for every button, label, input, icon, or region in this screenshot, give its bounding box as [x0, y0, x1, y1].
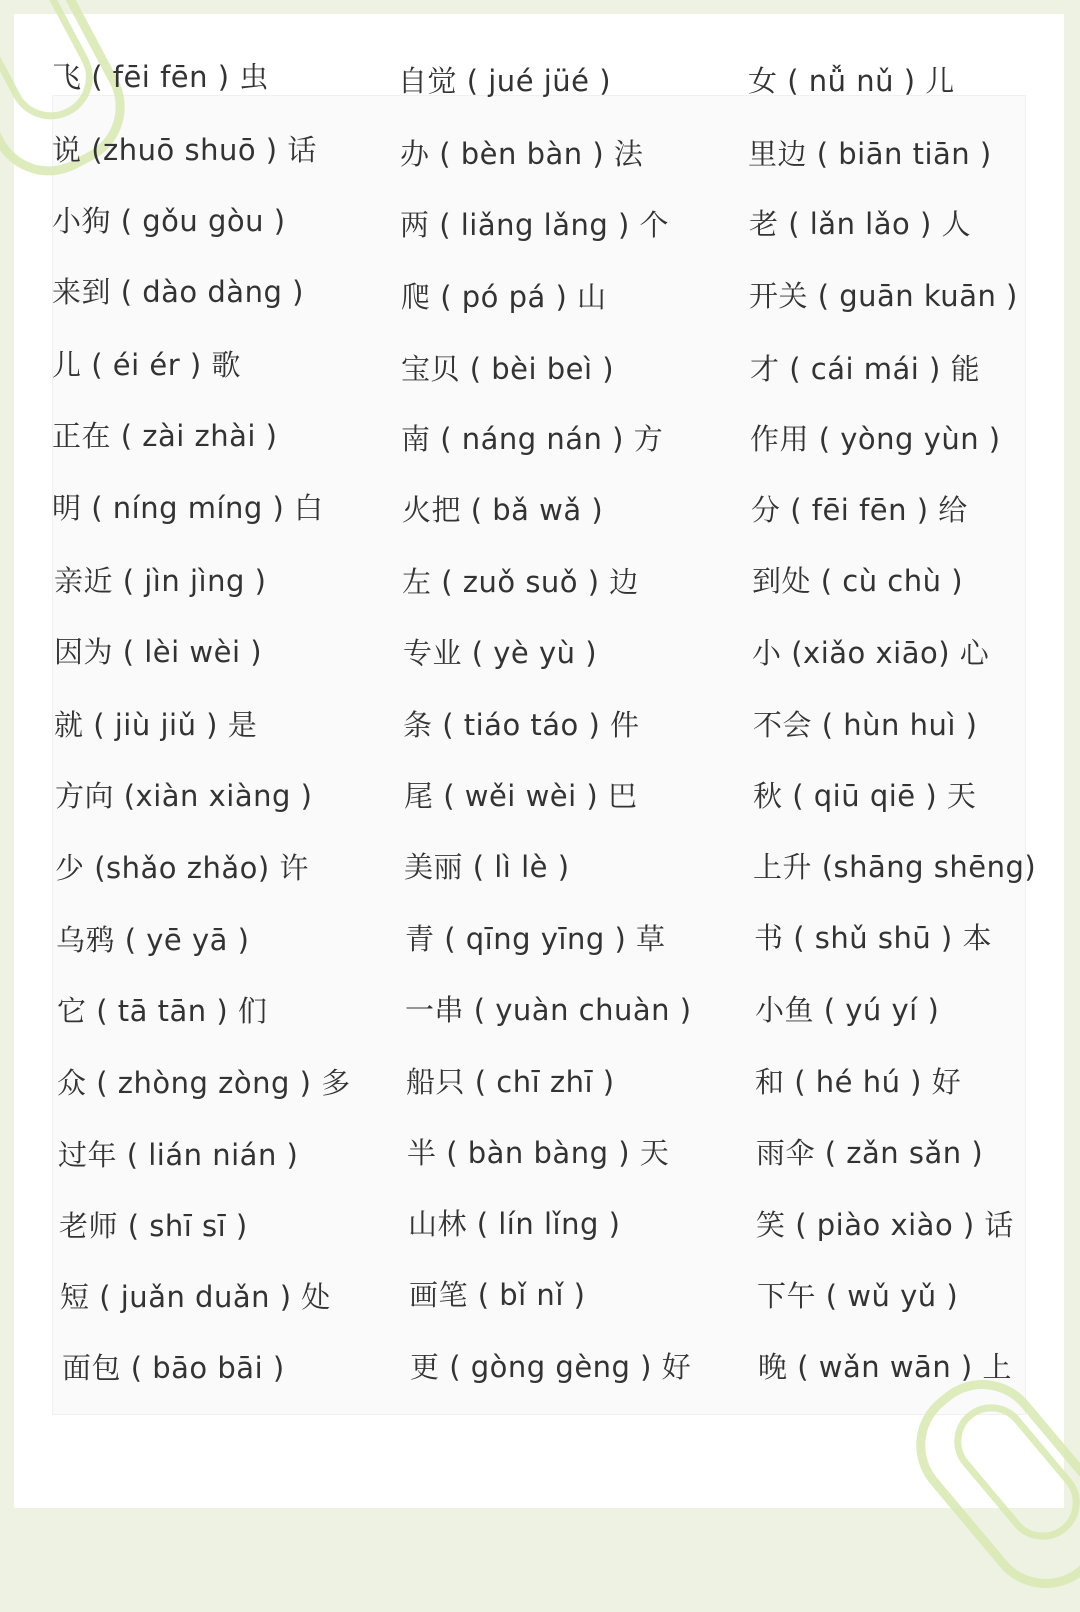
- exercise-item: 书 ( shǔ shū ) 本: [754, 921, 992, 955]
- exercise-item: 飞 ( fēi fēn ) 虫: [52, 60, 269, 94]
- exercise-item: 小鱼 ( yú yí ): [755, 993, 940, 1027]
- exercise-item: 笑 ( piào xiào ) 话: [756, 1208, 1014, 1242]
- exercise-item: 老 ( lǎn lǎo ) 人: [749, 207, 971, 241]
- exercise-item: 美丽 ( lì lè ): [404, 850, 570, 884]
- exercise-item: 宝贝 ( bèi beì ): [401, 352, 615, 386]
- exercise-item: 和 ( hé hú ) 好: [755, 1065, 962, 1099]
- exercise-item: 专业 ( yè yù ): [403, 636, 598, 670]
- exercise-item: 画笔 ( bǐ nǐ ): [409, 1278, 586, 1312]
- exercise-item: 里边 ( biān tiān ): [748, 137, 992, 171]
- exercise-item: 小 (xiǎo xiāo) 心: [752, 636, 990, 670]
- exercise-item: 短 ( juǎn duǎn ) 处: [60, 1280, 331, 1314]
- exercise-item: 亲近 ( jìn jìng ): [54, 564, 267, 598]
- exercise-item: 半 ( bàn bàng ) 天: [407, 1136, 670, 1170]
- exercise-item: 雨伞 ( zǎn sǎn ): [756, 1136, 984, 1170]
- exercise-item: 爬 ( pó pá ) 山: [401, 280, 607, 314]
- exercise-item: 少 (shǎo zhǎo) 许: [55, 851, 309, 885]
- exercise-item: 船只 ( chī zhī ): [406, 1065, 615, 1099]
- exercise-item: 女 ( nǚ nǔ ) 儿: [748, 64, 955, 98]
- exercise-item: 两 ( liǎng lǎng ) 个: [400, 208, 670, 242]
- exercise-item: 分 ( fēi fēn ) 给: [751, 493, 968, 527]
- exercise-item: 因为 ( lèi wèi ): [54, 635, 263, 669]
- exercise-item: 乌鸦 ( yē yā ): [56, 923, 250, 957]
- exercise-item: 自觉 ( jué jüé ): [398, 64, 612, 98]
- exercise-item: 就 ( jiù jiǔ ) 是: [54, 708, 258, 742]
- exercise-item: 更 ( gòng gèng ) 好: [410, 1350, 692, 1384]
- exercise-item: 上升 (shāng shēng): [753, 850, 1037, 884]
- exercise-item: 秋 ( qiū qiē ) 天: [753, 779, 977, 813]
- exercise-item: 众 ( zhòng zòng ) 多: [57, 1066, 351, 1100]
- exercise-item: 左 ( zuǒ suǒ ) 边: [402, 565, 639, 599]
- exercise-item: 儿 ( éi ér ) 歌: [52, 348, 241, 382]
- exercise-item: 办 ( bèn bàn ) 法: [400, 137, 644, 171]
- exercise-item: 方向 (xiàn xiàng ): [55, 779, 313, 813]
- exercise-item: 条 ( tiáo táo ) 件: [403, 708, 640, 742]
- exercise-item: 火把 ( bǎ wǎ ): [402, 493, 604, 527]
- exercise-item: 下午 ( wǔ yǔ ): [757, 1279, 959, 1313]
- exercise-item: 它 ( tā tān ) 们: [57, 994, 268, 1028]
- exercise-item: 小狗 ( gǒu gòu ): [52, 204, 286, 238]
- exercise-item: 开关 ( guān kuān ): [749, 279, 1018, 313]
- exercise-item: 山林 ( lín lǐng ): [408, 1207, 621, 1241]
- exercise-item: 正在 ( zài zhài ): [52, 419, 278, 453]
- exercise-item: 南 ( náng nán ) 方: [401, 422, 664, 456]
- exercise-item: 到处 ( cù chù ): [752, 564, 964, 598]
- exercise-item: 晚 ( wǎn wān ) 上: [758, 1350, 1012, 1384]
- exercise-item: 过年 ( lián nián ): [58, 1138, 299, 1172]
- exercise-item: 面包 ( bāo bāi ): [62, 1351, 285, 1385]
- exercise-item: 来到 ( dào dàng ): [52, 275, 304, 309]
- exercise-item: 一串 ( yuàn chuàn ): [405, 993, 692, 1027]
- exercise-item: 老师 ( shī sī ): [59, 1209, 248, 1243]
- exercise-item: 才 ( cái mái ) 能: [750, 352, 981, 386]
- exercise-item: 尾 ( wěi wèi ) 巴: [404, 779, 638, 813]
- exercise-item: 明 ( níng míng ) 白: [52, 491, 324, 525]
- exercise-item: 青 ( qīng yīng ) 草: [405, 922, 666, 956]
- exercise-item: 说 (zhuō shuō ) 话: [52, 133, 317, 167]
- exercise-item: 作用 ( yòng yùn ): [750, 422, 1001, 456]
- exercise-item: 不会 ( hùn huì ): [753, 708, 978, 742]
